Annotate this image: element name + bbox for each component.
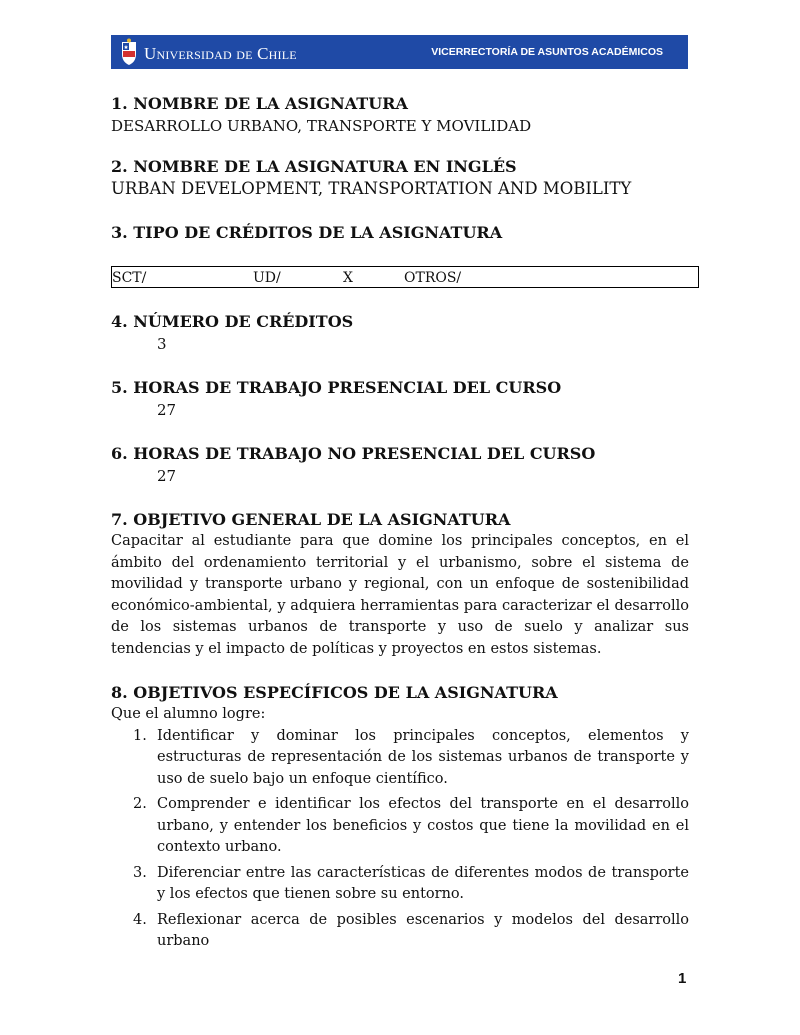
list-item-text: Reflexionar acerca de posibles escenarios y modelos del desarrollo urbano (157, 911, 689, 949)
credit-sct: SCT/ (112, 270, 147, 286)
list-item-number: 4. (133, 911, 147, 928)
credit-otros: OTROS/ (404, 270, 462, 286)
section-8-intro: Que el alumno logre: (111, 706, 266, 722)
university-crest-icon (119, 38, 139, 66)
list-item-text: Comprender e identificar los efectos del transporte en el desarrollo urbano, y entender los beneficios y costos que tiene la movilidad en el contexto urbano. (157, 796, 689, 855)
section-2-value: URBAN DEVELOPMENT, TRANSPORTATION AND MOBILITY (111, 179, 632, 198)
credit-ud: UD/ (253, 270, 281, 286)
university-name: Universidad de Chile (144, 44, 297, 63)
specific-objectives-list (111, 726, 689, 953)
list-item-text: Diferenciar entre las características de diferentes modos de transporte y los efectos que tienen sobre su entorno. (157, 864, 689, 902)
section-6-value: 27 (157, 467, 177, 485)
section-4-title: 4. NÚMERO DE CRÉDITOS (111, 312, 354, 331)
page-number: 1 (678, 970, 687, 987)
document-body (111, 93, 689, 957)
list-item (111, 910, 689, 953)
section-5-title: 5. HORAS DE TRABAJO PRESENCIAL DEL CURSO (111, 378, 562, 397)
list-item (111, 726, 689, 791)
section-3-title: 3. TIPO DE CRÉDITOS DE LA ASIGNATURA (111, 223, 503, 242)
list-item (111, 863, 689, 906)
list-item-number: 3. (133, 864, 147, 881)
section-1-value: DESARROLLO URBANO, TRANSPORTE Y MOVILIDAD (111, 117, 532, 135)
section-6-title: 6. HORAS DE TRABAJO NO PRESENCIAL DEL CURSO (111, 444, 596, 463)
section-8-title: 8. OBJETIVOS ESPECÍFICOS DE LA ASIGNATURA (111, 683, 558, 702)
list-item-number: 1. (133, 727, 147, 744)
section-7-text: Capacitar al estudiante para que domine los principales conceptos, en el ámbito del ordenamiento territorial y el urbanismo, sobre el sistema de movilidad y transporte urbano y regional, con un enfoque de sostenibilidad económico-ambiental, y adquiera herramientas para caracterizar el desarrollo de los sistemas urbanos de transporte y uso de suelo y analizar sus tendencias y el impacto de políticas y proyectos en estos sistemas. (111, 533, 689, 657)
list-item-number: 2. (133, 796, 147, 812)
credit-mark: X (343, 270, 353, 286)
section-2-title: 2. NOMBRE DE LA ASIGNATURA EN INGLÉS (111, 157, 517, 176)
header-banner (111, 35, 688, 69)
section-1-title: 1. NOMBRE DE LA ASIGNATURA (111, 94, 408, 113)
office-name: VICERRECTORÍA DE ASUNTOS ACADÉMICOS (431, 46, 663, 58)
list-item-text: Identificar y dominar los principales conceptos, elementos y estructuras de representación de los sistemas urbanos de transporte y uso de suelo bajo un enfoque científico. (157, 727, 689, 787)
section-5-value: 27 (157, 401, 177, 419)
credit-type-box (111, 266, 699, 288)
section-4-value: 3 (157, 335, 167, 353)
list-item (111, 794, 689, 859)
section-7-title: 7. OBJETIVO GENERAL DE LA ASIGNATURA (111, 510, 511, 529)
